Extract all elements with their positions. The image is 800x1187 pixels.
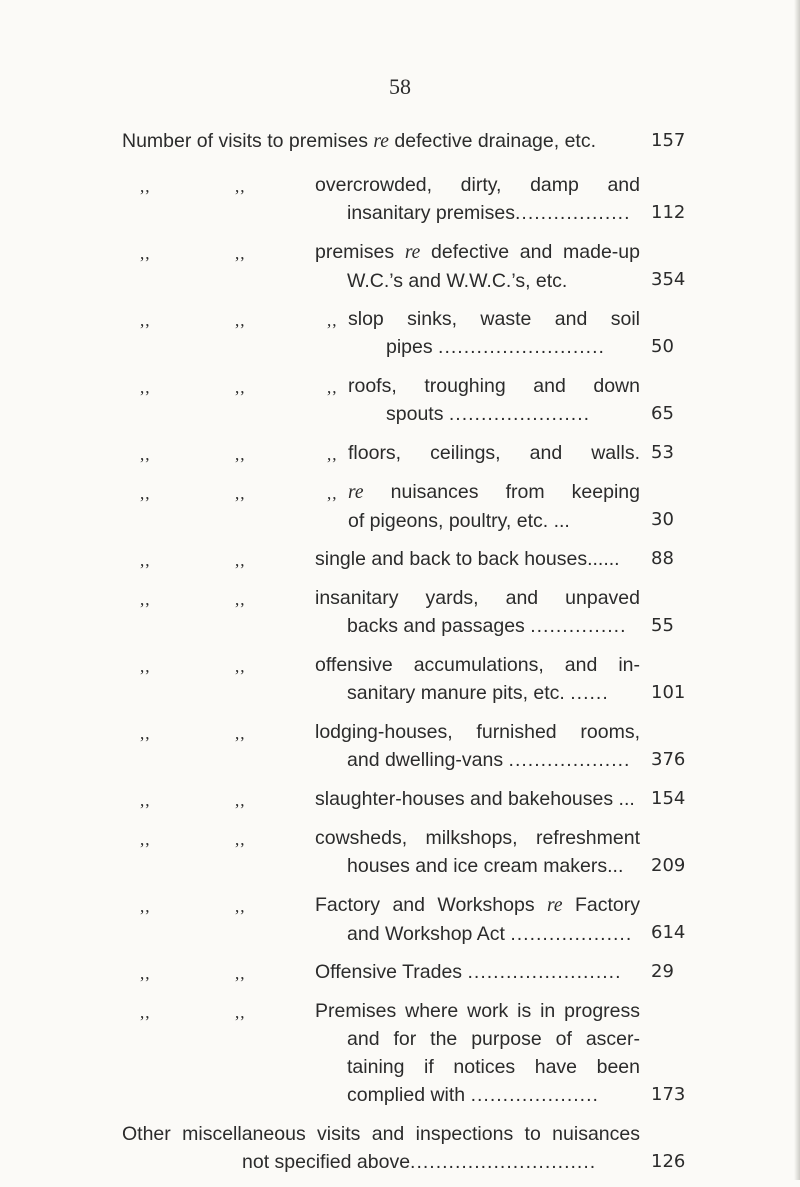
page-number: 58 xyxy=(389,74,411,99)
row-line-2: of pigeons, poultry, etc. ... xyxy=(348,510,570,532)
row-line-2: spouts xyxy=(386,403,444,425)
heading-text xyxy=(122,127,596,156)
row-line-1: premises re defective and made-up xyxy=(315,241,640,263)
heading-lead: Number of visits to premises xyxy=(122,130,368,152)
table-row xyxy=(0,439,800,467)
row-line-2: W.C.’s and W.W.C.’s, etc. xyxy=(347,270,568,292)
row-value: 209 xyxy=(651,855,686,876)
ditto-mark: ,, xyxy=(235,311,246,330)
visits-table xyxy=(0,127,800,1187)
row-value: 354 xyxy=(651,269,686,290)
row-value: 154 xyxy=(651,788,686,809)
ditto-mark: ,, xyxy=(327,378,338,397)
footer-line-2: not specified above xyxy=(242,1151,411,1173)
heading-rest: defective drainage, etc. xyxy=(394,130,597,152)
ditto-mark: ,, xyxy=(327,484,338,503)
table-row xyxy=(0,127,800,155)
row-line-2: and for the purpose of ascer- xyxy=(347,1028,640,1050)
table-row xyxy=(0,1120,800,1176)
table-row xyxy=(0,997,800,1109)
leader-dots: ...... xyxy=(570,682,609,704)
ditto-mark: ,, xyxy=(235,897,246,916)
row-line-1: re nuisances from keeping xyxy=(348,481,640,503)
table-row xyxy=(0,545,800,573)
row-line-2: pipes xyxy=(386,336,433,358)
heading-re: re xyxy=(373,131,389,152)
table-row xyxy=(0,785,800,813)
row-value: 157 xyxy=(651,130,686,151)
ditto-mark: ,, xyxy=(140,551,151,570)
ditto-mark: ,, xyxy=(235,445,246,464)
ditto-mark: ,, xyxy=(235,791,246,810)
row-value: 88 xyxy=(651,548,674,569)
leader-dots: ............... xyxy=(530,615,627,637)
row-line-1: Factory and Workshops re Factory xyxy=(315,894,640,916)
row-line-2: and Workshop Act xyxy=(347,923,505,945)
row-value: 29 xyxy=(651,961,674,982)
ditto-mark: ,, xyxy=(140,1003,151,1022)
ditto-mark: ,, xyxy=(235,724,246,743)
ditto-mark: ,, xyxy=(140,897,151,916)
row-line-1: cowsheds, milkshops, refreshment xyxy=(315,827,640,849)
row-line-1: Premises where work is in progress xyxy=(315,1000,640,1022)
ditto-mark: ,, xyxy=(235,484,246,503)
row-value: 30 xyxy=(651,509,674,530)
ditto-mark: ,, xyxy=(140,590,151,609)
row-value: 376 xyxy=(651,749,686,770)
row-line-1: lodging-houses, furnished rooms, xyxy=(315,721,640,743)
leader-dots: .......................... xyxy=(438,336,605,358)
leader-dots: ................... xyxy=(508,749,631,771)
table-row xyxy=(0,651,800,707)
row-line-1: Offensive Trades xyxy=(315,961,463,983)
row-line-3: taining if notices have been xyxy=(347,1056,640,1078)
row-value: 55 xyxy=(651,615,674,636)
row-line-2: insanitary premises xyxy=(347,202,515,224)
footer-line-1: Other miscellaneous visits and inspections to nuisances xyxy=(122,1123,640,1145)
scan-edge-shadow xyxy=(794,0,800,1180)
row-line-1: slop sinks, waste and soil xyxy=(348,308,640,330)
table-row xyxy=(0,718,800,774)
table-row xyxy=(0,171,800,227)
leader-dots: ................... xyxy=(510,923,633,945)
ditto-mark: ,, xyxy=(235,244,246,263)
ditto-mark: ,, xyxy=(140,484,151,503)
row-line-1: overcrowded, dirty, damp and xyxy=(315,174,640,196)
ditto-mark: ,, xyxy=(235,378,246,397)
ditto-mark: ,, xyxy=(235,830,246,849)
leader-dots: .................. xyxy=(514,202,631,224)
leader-dots: .................... xyxy=(470,1084,599,1106)
row-line-1: floors, ceilings, and walls. xyxy=(348,442,640,464)
table-row xyxy=(0,372,800,428)
row-value: 65 xyxy=(651,403,674,424)
row-line-1: slaughter-houses and bakehouses ... xyxy=(315,788,635,810)
row-value: 101 xyxy=(651,682,686,703)
ditto-mark: ,, xyxy=(140,244,151,263)
ditto-mark: ,, xyxy=(140,964,151,983)
ditto-mark: ,, xyxy=(140,657,151,676)
ditto-mark: ,, xyxy=(235,551,246,570)
ditto-mark: ,, xyxy=(140,311,151,330)
leader-dots: ............................. xyxy=(410,1151,597,1173)
ditto-mark: ,, xyxy=(235,1003,246,1022)
ditto-mark: ,, xyxy=(327,445,338,464)
ditto-mark: ,, xyxy=(235,590,246,609)
ditto-mark: ,, xyxy=(140,378,151,397)
ditto-mark: ,, xyxy=(140,724,151,743)
row-value: 126 xyxy=(651,1151,686,1172)
table-row xyxy=(0,958,800,986)
row-line-1: insanitary yards, and unpaved xyxy=(315,587,640,609)
leader-dots: ........................ xyxy=(467,961,622,983)
row-line-2: houses and ice cream makers... xyxy=(347,855,624,877)
row-value: 50 xyxy=(651,336,674,357)
ditto-mark: ,, xyxy=(140,445,151,464)
ditto-mark: ,, xyxy=(140,791,151,810)
row-value: 614 xyxy=(651,922,686,943)
table-row xyxy=(0,238,800,294)
table-row xyxy=(0,305,800,361)
row-line-2: and dwelling-vans xyxy=(347,749,504,771)
table-row xyxy=(0,478,800,534)
row-line-4: complied with xyxy=(347,1084,466,1106)
table-row xyxy=(0,891,800,947)
row-line-1: offensive accumulations, and in- xyxy=(315,654,640,676)
row-value: 173 xyxy=(651,1084,686,1105)
ditto-mark: ,, xyxy=(235,964,246,983)
leader-dots: ...................... xyxy=(448,403,591,425)
row-value: 53 xyxy=(651,442,674,463)
ditto-mark: ,, xyxy=(140,177,151,196)
row-line-2: backs and passages xyxy=(347,615,525,637)
ditto-mark: ,, xyxy=(327,311,338,330)
row-line-2: sanitary manure pits, etc. xyxy=(347,682,565,704)
ditto-mark: ,, xyxy=(235,177,246,196)
table-row xyxy=(0,824,800,880)
ditto-mark: ,, xyxy=(235,657,246,676)
ditto-mark: ,, xyxy=(140,830,151,849)
row-line-1: roofs, troughing and down xyxy=(348,375,640,397)
table-row xyxy=(0,584,800,640)
row-line-1: single and back to back houses...... xyxy=(315,548,620,570)
row-value: 112 xyxy=(651,202,686,223)
